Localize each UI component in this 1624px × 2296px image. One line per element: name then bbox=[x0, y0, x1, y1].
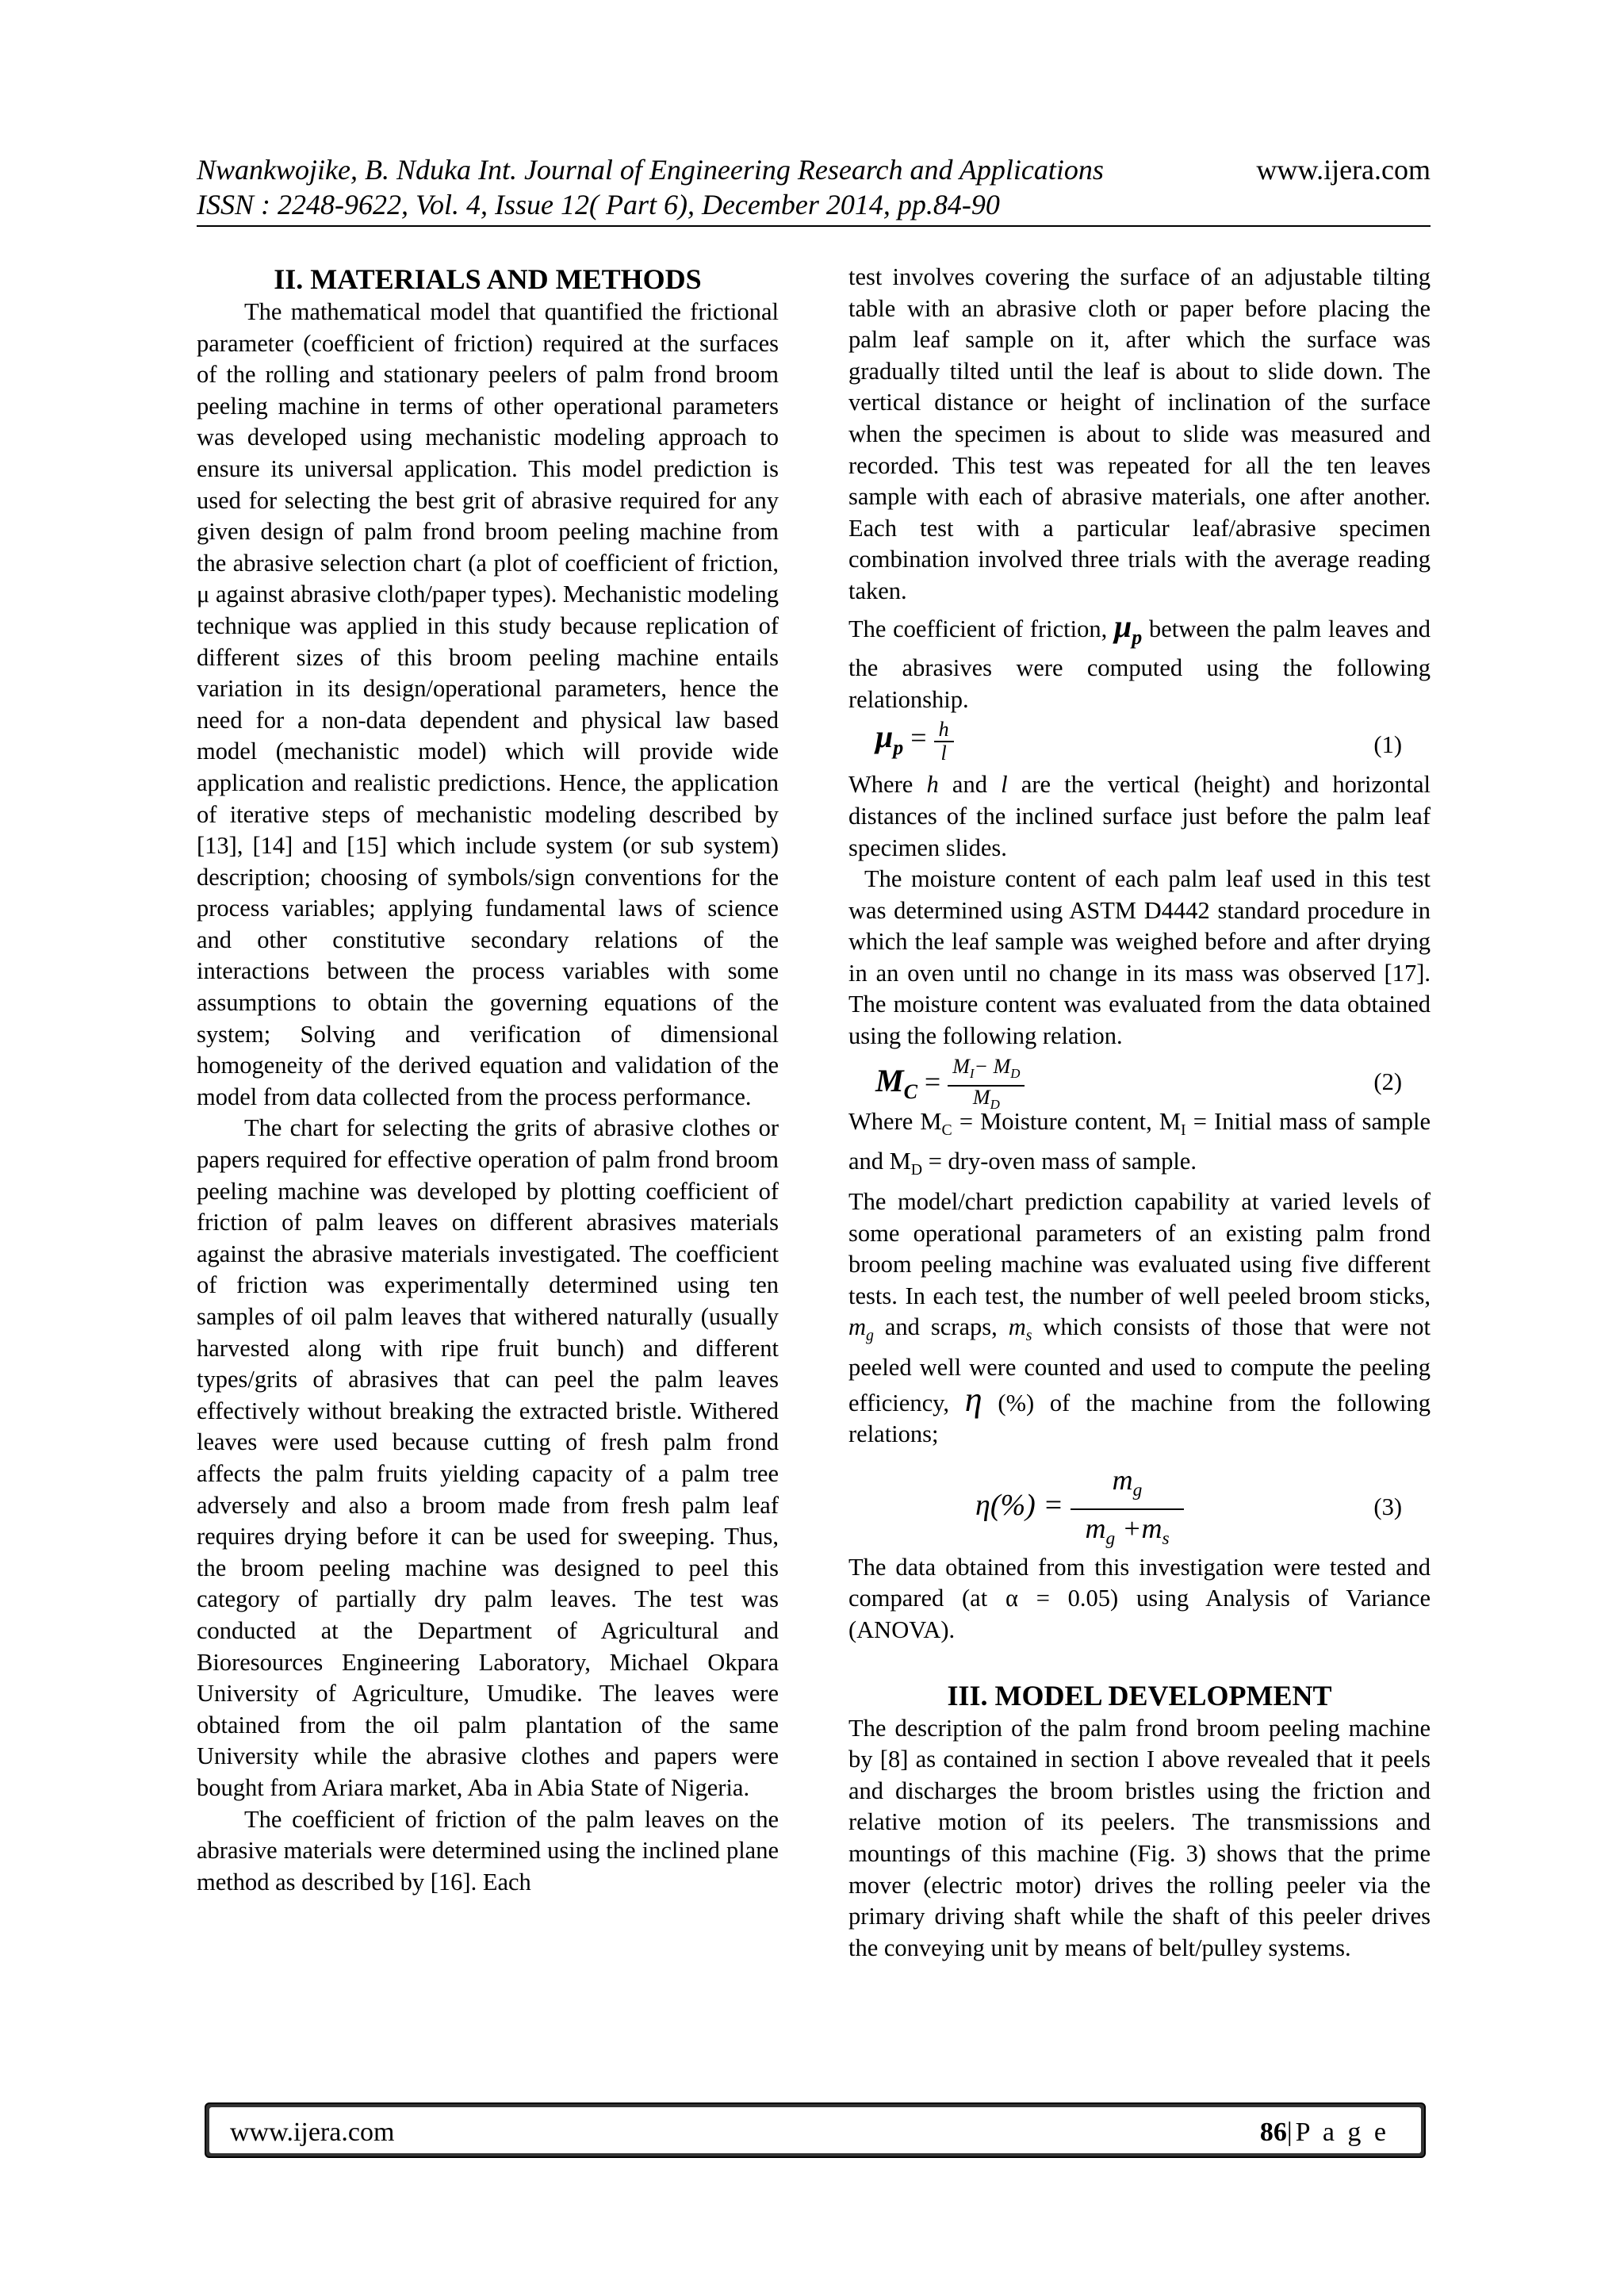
paragraph: The data obtained from this investigation were tested and compared (at α = 0.05) using Analysis of Variance (ANOVA). bbox=[848, 1553, 1431, 1644]
section-title-model-development: III. MODEL DEVELOPMENT bbox=[947, 1679, 1332, 1711]
paragraph: The chart for selecting the grits of abrasive clothes or papers required for effective operation of palm frond broom peeling machine was developed by plotting coefficient of friction of palm leaves on different abrasives materials against the abrasive materials investigated. The coefficient of friction was experimentally determined using ten samples of oil palm leaves that withered naturally (usually harvested along with ripe fruit bunch) and different types/grits of abrasives that can peel the palm leaves effectively without breaking the extracted bristle. Withered leaves were used because cutting of fresh palm frond affects the palm fruits yielding capacity of a palm tree adversely and also a broom made from fresh palm leaf requires drying before it can be used for sweeping. Thus, the broom peeling machine was designed to peel this category of partially dry palm leaves. The test was conducted at the Department of Agricultural and Bioresources Engineering Laboratory, Michael Okpara University of Agriculture, Umudike. The leaves were obtained from the oil palm plantation of the same University while the abrasive clothes and papers were bought from Ariara market, Aba in Abia State of Nigeria. bbox=[197, 1114, 779, 1801]
header-url[interactable]: www.ijera.com bbox=[1256, 154, 1431, 186]
paragraph: The coefficient of friction, $\mu_p$ between the palm leaves and the abrasives were computed using the following relationship. bbox=[848, 608, 1431, 713]
equation-1-lhs: $\mu_p$ bbox=[875, 719, 904, 760]
header-citation: Nwankwojike, B. Nduka Int. Journal of Engineering Research and Applications bbox=[197, 154, 1104, 186]
paragraph: Where $M_C$ = Moisture content, $M_I$ = Initial mass of sample and $M_D$ = dry-oven mass of sample. bbox=[848, 1107, 1431, 1179]
equation-3-fraction: $\frac{m_g}{m_g +m_s}$ bbox=[1071, 1462, 1183, 1557]
mu-symbol: $\mu_p$ bbox=[1113, 608, 1143, 649]
equation-3-lhs: η(%) = bbox=[975, 1489, 1071, 1523]
equation-2-fraction: $\frac{M_I- M_D}{M_D}$ bbox=[948, 1056, 1025, 1116]
header-issn: ISSN : 2248-9622, Vol. 4, Issue 12( Part 6), December 2014, pp.84-90 bbox=[197, 189, 1000, 220]
section-title-materials: II. MATERIALS AND METHODS bbox=[274, 263, 702, 295]
equation-1-fraction: $\frac{h}{l}$ bbox=[934, 719, 954, 765]
equation-2-lhs: $M_C$ bbox=[875, 1062, 917, 1103]
equation-3-label: (3) bbox=[1373, 1493, 1402, 1520]
equation-2: $M_C$ = $\frac{M_I- M_D}{M_D}$ (2) bbox=[848, 1056, 1431, 1103]
paragraph: The moisture content of each palm leaf used in this test was determined using ASTM D4442 standard procedure in which the leaf sample was weighed before and after drying in an oven until no change in its mass was observed [17]. The moisture content was evaluated from the data obtained using the following relation. bbox=[848, 865, 1431, 1050]
running-header bbox=[197, 152, 1431, 222]
paragraph: Where h and l are the vertical (height) and horizontal distances of the inclined surface just before the palm leaf specimen slides. bbox=[848, 771, 1431, 861]
paragraph: test involves covering the surface of an adjustable tilting table with an abrasive cloth or paper before placing the palm leaf sample on it, after which the surface was gradually tilted until the leaf is about to slide down. The vertical distance or height of inclination of the surface when the specimen is about to slide was measured and recorded. This test was repeated for all the ten leaves sample with each of abrasive materials, one after another. Each test with a particular leaf/abrasive specimen combination involved three trials with the average reading taken. bbox=[848, 263, 1431, 604]
paragraph: The coefficient of friction of the palm leaves on the abrasive materials were determined using the inclined plane method as described by [16]. Each bbox=[197, 1805, 779, 1895]
equation-1: $\mu_p$ = $\frac{h}{l}$ (1) bbox=[875, 718, 1402, 765]
equation-1-label: (1) bbox=[1373, 731, 1402, 759]
footer-url[interactable]: www.ijera.com bbox=[230, 2118, 395, 2147]
paragraph: The mathematical model that quantified the frictional parameter (coefficient of friction) required at the surfaces of the rolling and stationary peelers of palm frond broom peeling machine in terms of other operational parameters was developed using mechanistic modeling approach to ensure its universal application. This model prediction is used for selecting the best grit of abrasive required for any given design of palm frond broom peeling machine from the abrasive selection chart (a plot of coefficient of friction, μ against abrasive cloth/paper types). Mechanistic modeling technique was applied in this study because replication of different sizes of this broom peeling machine entails variation in its design/operational parameters, hence the need for a non-data dependent and physical law based model (mechanistic model) which will provide wide application and realistic predictions. Hence, the application of iterative steps of mechanistic modeling described by [13], [14] and [15] which include system (or sub system) description; choosing of symbols/sign conventions for the process variables; applying fundamental laws of science and other constitutive secondary relations of the interactions between the process variables with some assumptions to obtain the governing equations of the system; Solving and verification of dimensional homogeneity of the derived equation and validation of the model from data collected from the process performance. bbox=[197, 298, 779, 1110]
right-column bbox=[848, 262, 1431, 1964]
equation-3 bbox=[848, 1462, 1431, 1549]
equation-2-label: (2) bbox=[1373, 1068, 1402, 1095]
page-number: 86|P a g e bbox=[1259, 2118, 1389, 2147]
header-divider bbox=[197, 225, 1431, 227]
eta-symbol: η bbox=[964, 1379, 982, 1419]
left-column bbox=[197, 262, 779, 1898]
page-footer bbox=[205, 2102, 1426, 2158]
paragraph: The description of the palm frond broom peeling machine by [8] as contained in section I above revealed that it peels and discharges the broom bristles using the friction and relative motion of its peelers. The transmissions and mountings of this machine (Fig. 3) shows that the prime mover (electric motor) drives the rolling peeler via the primary driving shaft while the shaft of this peeler drives the conveying unit by means of belt/pulley systems. bbox=[848, 1714, 1431, 1961]
paragraph: The model/chart prediction capability at varied levels of some operational parameters of an existing palm frond broom peeling machine was evaluated using five different tests. In each test, the number of well peeled broom sticks, $m_g$ and scraps, $m_s$ which consists of those that were not peeled well were counted and used to compute the peeling efficiency, η (%) of the machine from the following relations; bbox=[848, 1188, 1431, 1448]
